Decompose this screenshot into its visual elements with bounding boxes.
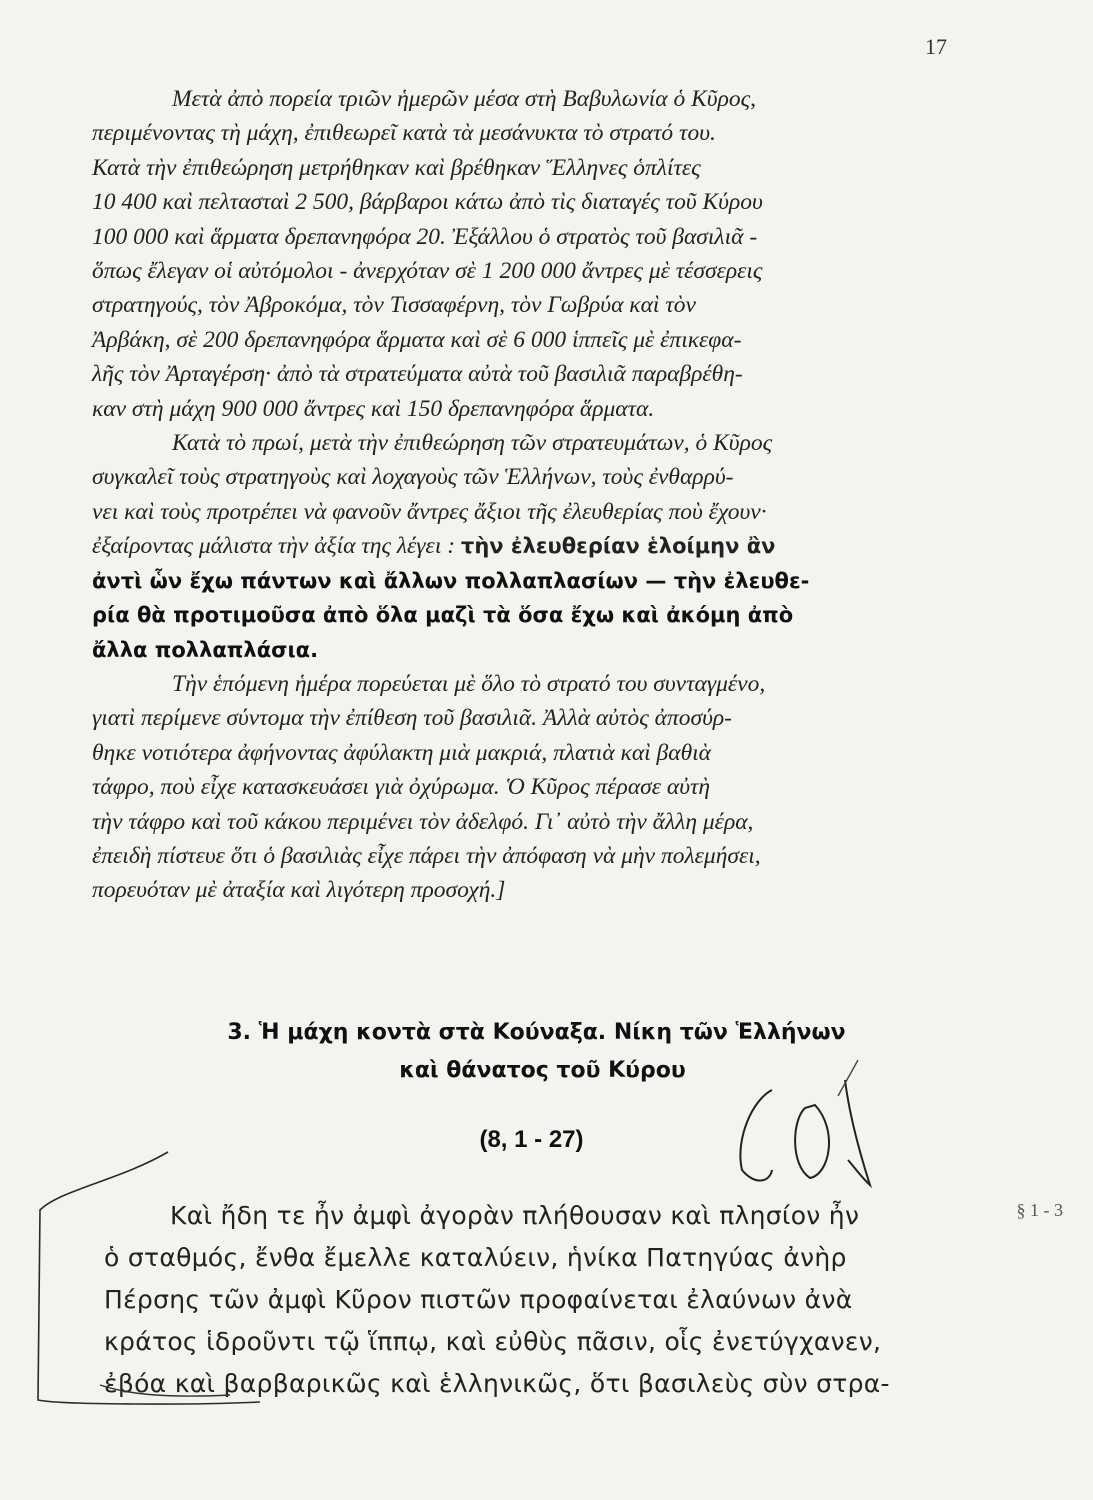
page-number: 17	[925, 34, 947, 59]
text-line: ἐπειδὴ πίστευε ὅτι ὁ βασιλιὰς εἶχε πάρει τὴν ἀπόφαση νὰ μὴν πολεμήσει,	[92, 842, 761, 869]
text-line: θηκε νοτιότερα ἀφήνοντας ἀφύλακτη μιὰ μακριά, πλατιὰ καὶ βαθιὰ	[92, 739, 712, 766]
section-title: 3. Ἡ μάχη κοντὰ στὰ Κούναξα. Νίκη τῶν Ἑλλήνων	[227, 1020, 846, 1045]
text-line: πορευόταν μὲ ἀταξία καὶ λιγότερη προσοχή.]	[92, 877, 506, 904]
italic-segment: ἐξαίροντας μάλιστα τὴν ἀξία της λέγει :	[92, 533, 461, 560]
greek-line: Καὶ ἤδη τε ἦν ἀμφὶ ἀγορὰν πλήθουσαν καὶ πλησίον ἦν	[170, 1201, 860, 1230]
text-line: 100 000 καὶ ἅρματα δρεπανηφόρα 20. Ἐξάλλου ὁ στρατὸς τοῦ βασιλιᾶ -	[92, 223, 758, 250]
margin-note: § 1 - 3	[1016, 1200, 1063, 1220]
bold-quote-line: ἀντὶ ὧν ἔχω πάντων καὶ ἄλλων πολλαπλασίων — τὴν ἐλευθε-	[92, 568, 810, 593]
text-line: 10 400 καὶ πελτασταὶ 2 500, βάρβαροι κάτω ἀπὸ τὶς διαταγές τοῦ Κύρου	[92, 189, 763, 216]
section-subtitle: καὶ θάνατος τοῦ Κύρου	[399, 1058, 686, 1083]
text-line: γιατὶ περίμενε σύντομα τὴν ἐπίθεση τοῦ βασιλιᾶ. Ἀλλὰ αὐτὸς ἀποσύρ-	[92, 705, 732, 732]
bold-quote-line: ρία θὰ προτιμοῦσα ἀπὸ ὅλα μαζὶ τὰ ὅσα ἔχω καὶ ἀκόμη ἀπὸ	[92, 603, 794, 628]
greek-line: ὁ σταθμός, ἔνθα ἔμελλε καταλύειν, ἡνίκα Πατηγύας ἀνὴρ	[104, 1243, 847, 1272]
section-reference: (8, 1 - 27)	[479, 1126, 584, 1153]
text-line-mixed	[92, 529, 962, 563]
text-line: καν στὴ μάχη 900 000 ἄντρες καὶ 150 δρεπανηφόρα ἅρματα.	[92, 395, 655, 422]
translation-text	[92, 82, 962, 908]
text-line: τὴν τάφρο καὶ τοῦ κάκου περιμένει τὸν ἀδελφό. Γι᾿ αὐτὸ τὴν ἄλλη μέρα,	[92, 808, 754, 835]
original-greek-text	[104, 1195, 974, 1405]
text-line: Κατὰ τὸ πρωί, μετὰ τὴν ἐπιθεώρηση τῶν στρατευμάτων, ὁ Κῦρος	[172, 430, 773, 457]
greek-line: Πέρσης τῶν ἀμφὶ Κῦρον πιστῶν προφαίνεται ἐλαύνων ἀνὰ	[104, 1285, 853, 1314]
text-line: λῆς τὸν Ἀρταγέρση· ἀπὸ τὰ στρατεύματα αὐτὰ τοῦ βασιλιᾶ παραβρέθη-	[92, 361, 743, 388]
text-line: ὅπως ἔλεγαν οἱ αὐτόμολοι - ἀνερχόταν σὲ 1 200 000 ἄντρες μὲ τέσσερεις	[92, 258, 763, 285]
bold-quote-line: ἄλλα πολλαπλάσια.	[92, 637, 319, 662]
text-line: τάφρο, ποὺ εἶχε κατασκευάσει γιὰ ὀχύρωμα. Ὁ Κῦρος πέρασε αὐτὴ	[92, 774, 711, 801]
text-line: στρατηγούς, τὸν Ἀβροκόμα, τὸν Τισσαφέρνη, τὸν Γωβρύα καὶ τὸν	[92, 292, 696, 319]
text-line: Ἀρβάκη, σὲ 200 δρεπανηφόρα ἅρματα καὶ σὲ 6 000 ἱππεῖς μὲ ἐπικεφα-	[92, 326, 742, 353]
text-line: συγκαλεῖ τοὺς στρατηγοὺς καὶ λοχαγοὺς τῶν Ἑλλήνων, τοὺς ἐνθαρρύ-	[92, 464, 734, 491]
text-line: Τὴν ἑπόμενη ἡμέρα πορεύεται μὲ ὅλο τὸ στρατό του συνταγμένο,	[172, 670, 766, 697]
greek-line: ἐβόα καὶ βαρβαρικῶς καὶ ἑλληνικῶς, ὅτι βασιλεὺς σὺν στρα-	[104, 1369, 890, 1398]
bold-quote-segment: τὴν ἐλευθερίαν ἑλοίμην ἂν	[460, 534, 776, 559]
text-line: Μετὰ ἀπὸ πορεία τριῶν ἡμερῶν μέσα στὴ Βαβυλωνία ὁ Κῦρος,	[172, 86, 757, 112]
greek-line: κράτος ἱδροῦντι τῷ ἵππῳ, καὶ εὐθὺς πᾶσιν, οἷς ἐνετύγχανεν,	[104, 1327, 882, 1356]
text-line: νει καὶ τοὺς προτρέπει νὰ φανοῦν ἄντρες ἄξιοι τῆς ἐλευθερίας ποὺ ἔχουν·	[92, 498, 767, 525]
text-line: Κατὰ τὴν ἐπιθεώρηση μετρήθηκαν καὶ βρέθηκαν Ἕλληνες ὁπλίτες	[92, 154, 701, 181]
text-line: περιμένοντας τὴ μάχη, ἐπιθεωρεῖ κατὰ τὰ μεσάνυκτα τὸ στρατό του.	[92, 120, 716, 147]
